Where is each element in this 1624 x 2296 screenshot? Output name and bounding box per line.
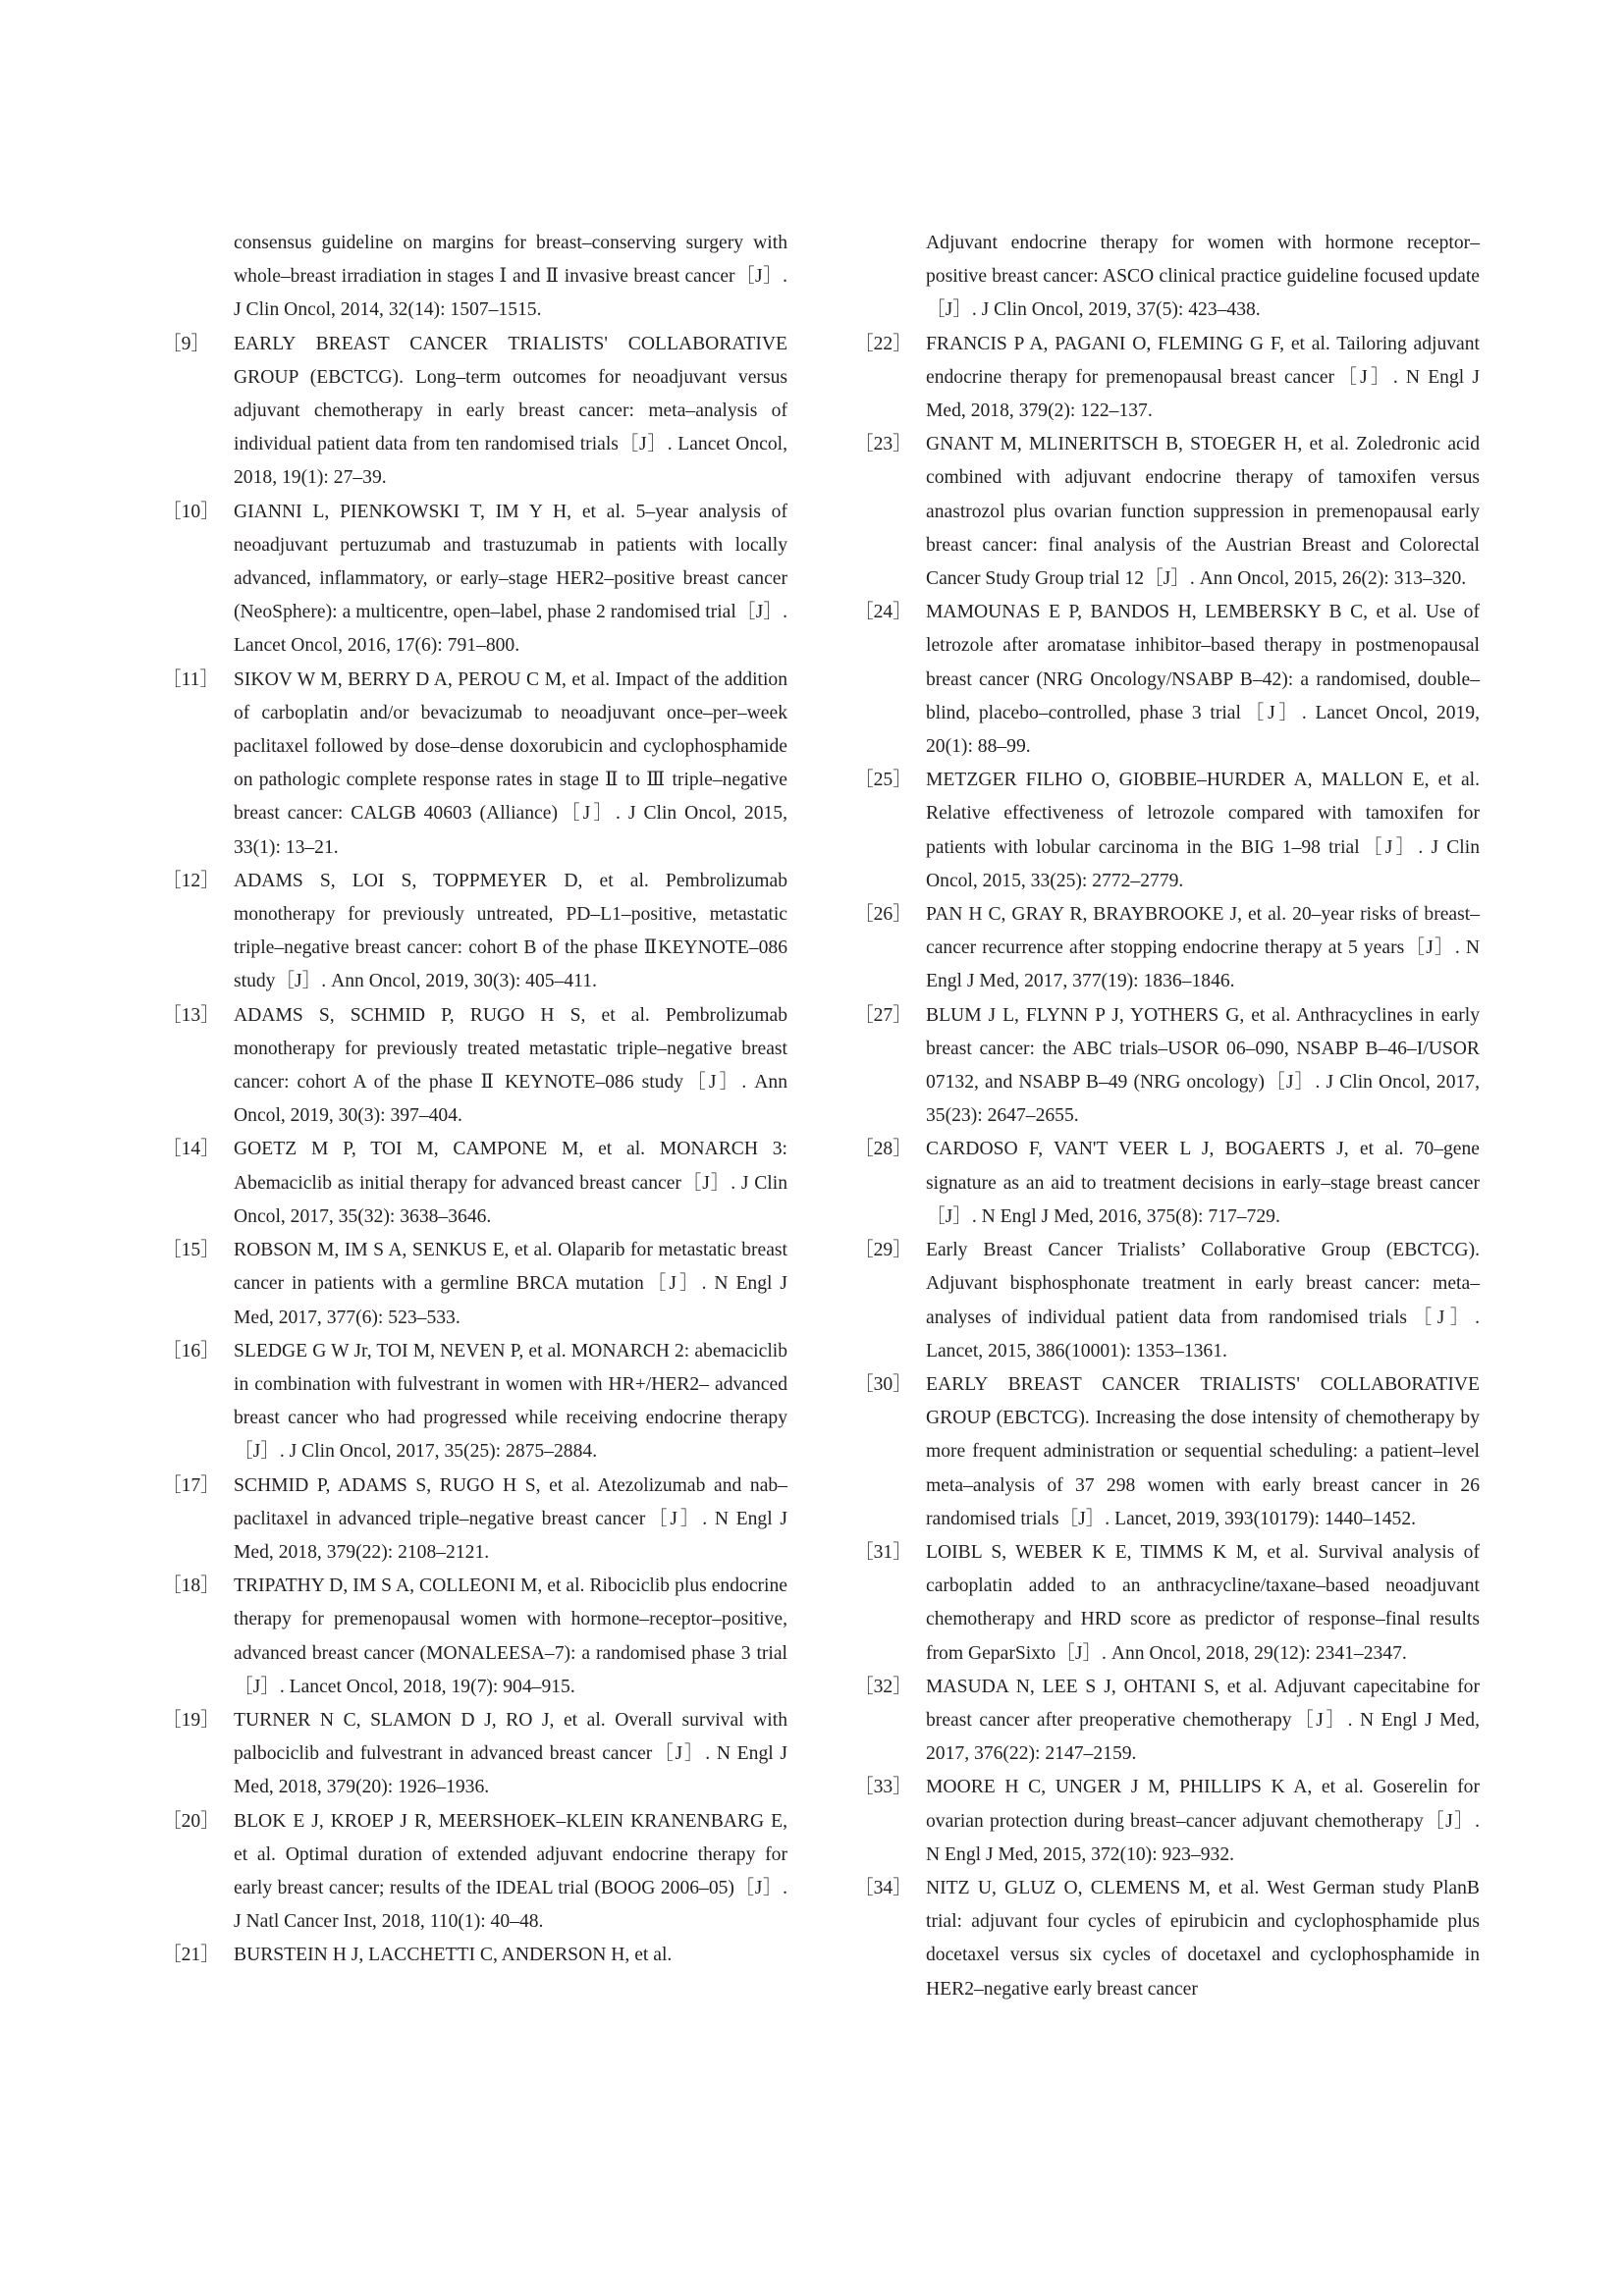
reference-entry	[162, 1469, 787, 1571]
reference-number: ［12］	[162, 870, 220, 891]
reference-number: ［22］	[854, 333, 912, 354]
reference-number: ［34］	[854, 1877, 912, 1898]
reference-number: ［14］	[162, 1139, 220, 1160]
reference-entry	[854, 1368, 1480, 1536]
reference-number: ［21］	[162, 1945, 220, 1966]
reference-number: ［15］	[162, 1240, 220, 1261]
reference-text: consensus guideline on margins for breast–conserving surgery with whole–breast irradiation in stages Ⅰ and Ⅱ invasive breast cancer［J］. J Clin Oncol, 2014, 32(14): 1507–1515.	[234, 233, 787, 321]
reference-text: SCHMID P, ADAMS S, RUGO H S, et al. Atezolizumab and nab–paclitaxel in advanced triple–negative breast cancer［J］. N Engl J Med, 2018, 379(22): 2108–2121.	[234, 1474, 787, 1563]
reference-entry	[854, 428, 1480, 596]
reference-number: ［19］	[162, 1709, 220, 1731]
reference-entry	[162, 1805, 787, 1940]
reference-entry	[162, 1335, 787, 1469]
reference-text: CARDOSO F, VAN'T VEER L J, BOGAERTS J, et al. 70–gene signature as an aid to treatment decisions in early–stage breast cancer［J］. N Engl J Med, 2016, 375(8): 717–729.	[926, 1139, 1480, 1227]
reference-entry	[162, 664, 787, 865]
reference-number: ［29］	[854, 1240, 912, 1261]
reference-text: BLOK E J, KROEP J R, MEERSHOEK–KLEIN KRANENBARG E, et al. Optimal duration of extended adjuvant endocrine therapy for early breast cancer; results of the IDEAL trial (BOOG 2006–05)［J］. J Natl Cancer Inst, 2018, 110(1): 40–48.	[234, 1810, 787, 1933]
reference-number: ［25］	[854, 770, 912, 791]
reference-number: ［33］	[854, 1777, 912, 1798]
reference-text: GIANNI L, PIENKOWSKI T, IM Y H, et al. 5–year analysis of neoadjuvant pertuzumab and trastuzumab in patients with locally advanced, inflammatory, or early–stage HER2–positive breast cancer (NeoSphere): a multicentre, open–label, phase 2 randomised trial［J］. Lancet Oncol, 2016, 17(6): 791–800.	[234, 501, 787, 657]
reference-entry	[854, 1671, 1480, 1772]
reference-entry	[854, 1872, 1480, 2006]
reference-entry	[162, 496, 787, 664]
reference-number: ［23］	[854, 434, 912, 455]
reference-entry	[162, 1704, 787, 1805]
reference-text: SIKOV W M, BERRY D A, PEROU C M, et al. Impact of the addition of carboplatin and/or bevacizumab to neoadjuvant once–per–week paclitaxel followed by dose–dense doxorubicin and cyclophosphamide on pathologic complete response rates in stage Ⅱ to Ⅲ triple–negative breast cancer: CALGB 40603 (Alliance)［J］. J Clin Oncol, 2015, 33(1): 13–21.	[234, 668, 787, 858]
right-column	[854, 227, 1480, 2006]
reference-text: MAMOUNAS E P, BANDOS H, LEMBERSKY B C, et al. Use of letrozole after aromatase inhibitor–based therapy in postmenopausal breast cancer (NRG Oncology/NSABP B–42): a randomised, double–blind, placebo–controlled, phase 3 trial［J］. Lancet Oncol, 2019, 20(1): 88–99.	[926, 602, 1480, 758]
reference-text: Adjuvant endocrine therapy for women with hormone receptor–positive breast cancer: ASCO clinical practice guideline focused update［J］. J Clin Oncol, 2019, 37(5): 423–438.	[926, 233, 1480, 321]
reference-entry	[854, 1234, 1480, 1368]
reference-number: ［32］	[854, 1676, 912, 1697]
reference-number: ［17］	[162, 1474, 220, 1496]
reference-entry	[854, 999, 1480, 1134]
reference-entry	[162, 1234, 787, 1335]
reference-entry	[854, 227, 1480, 328]
reference-entry	[162, 1570, 787, 1704]
reference-text: TURNER N C, SLAMON D J, RO J, et al. Overall survival with palbociclib and fulvestrant in advanced breast cancer［J］. N Engl J Med, 2018, 379(20): 1926–1936.	[234, 1709, 787, 1798]
reference-number: ［18］	[162, 1575, 220, 1597]
reference-entry	[162, 227, 787, 328]
reference-number: ［24］	[854, 602, 912, 623]
reference-text: EARLY BREAST CANCER TRIALISTS' COLLABORATIVE GROUP (EBCTCG). Increasing the dose intensity of chemotherapy by more frequent administration or sequential scheduling: a patient–level meta–analysis of 37 298 women with early breast cancer in 26 randomised trials［J］. Lancet, 2019, 393(10179): 1440–1452.	[926, 1373, 1480, 1529]
left-column	[162, 227, 787, 1973]
reference-text: GNANT M, MLINERITSCH B, STOEGER H, et al. Zoledronic acid combined with adjuvant endocrine therapy of tamoxifen versus anastrozol plus ovarian function suppression in premenopausal early breast cancer: final analysis of the Austrian Breast and Colorectal Cancer Study Group trial 12［J］. Ann Oncol, 2015, 26(2): 313–320.	[926, 434, 1480, 590]
reference-number: ［26］	[854, 904, 912, 926]
reference-text: BLUM J L, FLYNN P J, YOTHERS G, et al. Anthracyclines in early breast cancer: the ABC trials–USOR 06–090, NSABP B–46–I/USOR 07132, and NSABP B–49 (NRG oncology)［J］. J Clin Oncol, 2017, 35(23): 2647–2655.	[926, 1004, 1480, 1127]
reference-number: ［30］	[854, 1373, 912, 1395]
reference-text: LOIBL S, WEBER K E, TIMMS K M, et al. Survival analysis of carboplatin added to an anthracycline/taxane–based neoadjuvant chemotherapy and HRD score as predictor of response–final results from GeparSixto［J］. Ann Oncol, 2018, 29(12): 2341–2347.	[926, 1541, 1480, 1664]
reference-text: GOETZ M P, TOI M, CAMPONE M, et al. MONARCH 3: Abemaciclib as initial therapy for advanced breast cancer［J］. J Clin Oncol, 2017, 35(32): 3638–3646.	[234, 1139, 787, 1227]
reference-number: ［10］	[162, 501, 220, 522]
reference-text: NITZ U, GLUZ O, CLEMENS M, et al. West German study PlanB trial: adjuvant four cycles of epirubicin and cyclophosphamide plus docetaxel versus six cycles of docetaxel and cyclophosphamide in HER2–negative early breast cancer	[926, 1877, 1480, 2000]
reference-number: ［9］	[162, 333, 210, 354]
reference-text: ADAMS S, LOI S, TOPPMEYER D, et al. Pembrolizumab monotherapy for previously untreated, PD–L1–positive, metastatic triple–negative breast cancer: cohort B of the phase ⅡKEYNOTE–086 study［J］. Ann Oncol, 2019, 30(3): 405–411.	[234, 870, 787, 992]
reference-number: ［11］	[162, 668, 220, 690]
reference-entry	[162, 328, 787, 496]
reference-text: EARLY BREAST CANCER TRIALISTS' COLLABORATIVE GROUP (EBCTCG). Long–term outcomes for neoadjuvant versus adjuvant chemotherapy in early breast cancer: meta–analysis of individual patient data from ten randomised trials［J］. Lancet Oncol, 2018, 19(1): 27–39.	[234, 333, 787, 489]
reference-entry	[162, 865, 787, 999]
reference-text: TRIPATHY D, IM S A, COLLEONI M, et al. Ribociclib plus endocrine therapy for premenopausal women with hormone–receptor–positive, advanced breast cancer (MONALEESA–7): a randomised phase 3 trial［J］. Lancet Oncol, 2018, 19(7): 904–915.	[234, 1575, 787, 1697]
reference-entry	[854, 1536, 1480, 1671]
reference-text: ADAMS S, SCHMID P, RUGO H S, et al. Pembrolizumab monotherapy for previously treated metastatic triple–negative breast cancer: cohort A of the phase Ⅱ KEYNOTE–086 study［J］. Ann Oncol, 2019, 30(3): 397–404.	[234, 1004, 787, 1127]
reference-text: SLEDGE G W Jr, TOI M, NEVEN P, et al. MONARCH 2: abemaciclib in combination with fulvestrant in women with HR+/HER2– advanced breast cancer who had progressed while receiving endocrine therapy［J］. J Clin Oncol, 2017, 35(25): 2875–2884.	[234, 1340, 787, 1463]
reference-entry	[854, 898, 1480, 999]
reference-entry	[162, 999, 787, 1134]
reference-number: ［27］	[854, 1004, 912, 1026]
reference-text: Early Breast Cancer Trialists’ Collaborative Group (EBCTCG). Adjuvant bisphosphonate treatment in early breast cancer: meta–analyses of individual patient data from randomised trials［J］. Lancet, 2015, 386(10001): 1353–1361.	[926, 1240, 1480, 1362]
reference-entry	[854, 1133, 1480, 1234]
reference-number: ［20］	[162, 1810, 220, 1832]
reference-number: ［16］	[162, 1340, 220, 1362]
reference-entry	[162, 1939, 787, 1972]
reference-entry	[854, 764, 1480, 898]
reference-text: MOORE H C, UNGER J M, PHILLIPS K A, et al. Goserelin for ovarian protection during breast–cancer adjuvant chemotherapy［J］. N Engl J Med, 2015, 372(10): 923–932.	[926, 1777, 1480, 1865]
reference-text: PAN H C, GRAY R, BRAYBROOKE J, et al. 20–year risks of breast–cancer recurrence after stopping endocrine therapy at 5 years［J］. N Engl J Med, 2017, 377(19): 1836–1846.	[926, 904, 1480, 992]
reference-text: METZGER FILHO O, GIOBBIE–HURDER A, MALLON E, et al. Relative effectiveness of letrozole compared with tamoxifen for patients with lobular carcinoma in the BIG 1–98 trial［J］. J Clin Oncol, 2015, 33(25): 2772–2779.	[926, 770, 1480, 891]
reference-entry	[162, 1133, 787, 1234]
reference-text: FRANCIS P A, PAGANI O, FLEMING G F, et al. Tailoring adjuvant endocrine therapy for premenopausal breast cancer［J］. N Engl J Med, 2018, 379(2): 122–137.	[926, 333, 1480, 422]
reference-number: ［31］	[854, 1541, 912, 1563]
reference-entry	[854, 1771, 1480, 1872]
reference-number: ［28］	[854, 1139, 912, 1160]
reference-number: ［13］	[162, 1004, 220, 1026]
reference-text: ROBSON M, IM S A, SENKUS E, et al. Olaparib for metastatic breast cancer in patients with a germline BRCA mutation［J］. N Engl J Med, 2017, 377(6): 523–533.	[234, 1240, 787, 1328]
reference-text: MASUDA N, LEE S J, OHTANI S, et al. Adjuvant capecitabine for breast cancer after preoperative chemotherapy［J］. N Engl J Med, 2017, 376(22): 2147–2159.	[926, 1676, 1480, 1765]
reference-entry	[854, 596, 1480, 764]
reference-text: BURSTEIN H J, LACCHETTI C, ANDERSON H, et al.	[234, 1945, 673, 1966]
reference-entry	[854, 328, 1480, 429]
